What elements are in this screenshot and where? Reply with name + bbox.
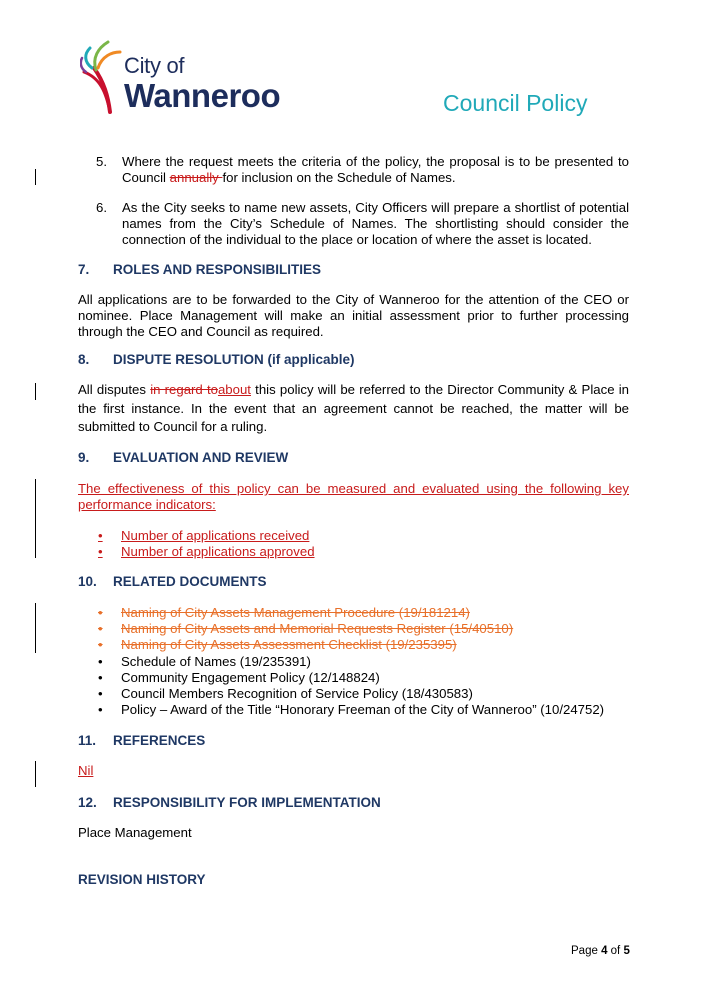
section-heading-revision-history: REVISION HISTORY xyxy=(78,872,206,887)
list-item-number: 5. xyxy=(96,154,107,169)
list-item-text: As the City seeks to name new assets, City Officers will prepare a shortlist of potential names from the City’s Schedule of Names. The shortlisting should consider the connection of the individual to the place or location of where the asset is located. xyxy=(122,200,629,247)
page-number: Page 4 of 5 xyxy=(571,945,630,957)
bullet-icon: • xyxy=(98,686,103,701)
responsibility-text: Place Management xyxy=(78,825,192,840)
bullet-icon: • xyxy=(98,621,103,636)
logo-text-wanneroo: Wanneroo xyxy=(124,77,281,114)
city-of-wanneroo-logo xyxy=(80,38,295,118)
dispute-paragraph: All disputes in regard toabout this policy will be referred to the Director Community & Place in the first instance. In the event that an agreement cannot be reached, the matter will be submitted to Council for a ruling. xyxy=(78,382,629,434)
list-item-number: 6. xyxy=(96,200,107,215)
change-bar xyxy=(35,761,36,787)
section-heading-related-documents: 10. RELATED DOCUMENTS xyxy=(78,574,267,589)
bullet-icon: • xyxy=(98,670,103,685)
inserted-text: about xyxy=(217,382,251,397)
section-heading-dispute: 8. DISPUTE RESOLUTION (if applicable) xyxy=(78,352,355,367)
list-item-text: Where the request meets the criteria of the policy, the proposal is to be presented to Council annually for inclusion on the Schedule of Names. xyxy=(122,154,629,185)
section-heading-evaluation: 9. EVALUATION AND REVIEW xyxy=(78,450,289,465)
deleted-text: annually xyxy=(169,170,223,185)
bullet-icon: • xyxy=(98,605,103,620)
logo-emblem-icon xyxy=(80,38,130,116)
section-heading-responsibility: 12. RESPONSIBILITY FOR IMPLEMENTATION xyxy=(78,795,381,810)
roles-paragraph: All applications are to be forwarded to the City of Wanneroo for the attention of the CEO or nominee. Place Management will make an initial assessment prior to further processing through the CEO and Council as required. xyxy=(78,292,629,339)
logo-text-city-of: City of xyxy=(124,53,185,78)
bullet-icon: • xyxy=(98,637,103,652)
bullet-icon: • xyxy=(98,654,103,669)
bullet-icon: • xyxy=(98,544,103,559)
section-heading-roles: 7. ROLES AND RESPONSIBILITIES xyxy=(78,262,322,277)
references-text: Nil xyxy=(78,763,94,778)
evaluation-paragraph: The effectiveness of this policy can be measured and evaluated using the following key performance indicators: xyxy=(78,481,629,512)
list-item xyxy=(96,200,629,248)
change-bar xyxy=(35,603,36,653)
change-bar xyxy=(35,169,36,185)
bullet-icon: • xyxy=(98,528,103,543)
section-heading-references: 11. REFERENCES xyxy=(78,733,206,748)
deleted-text: in regard to xyxy=(150,382,218,397)
change-bar xyxy=(35,479,36,558)
list-item xyxy=(96,154,629,186)
bullet-icon: • xyxy=(98,702,103,717)
change-bar xyxy=(35,383,36,400)
document-type-title: Council Policy xyxy=(443,90,588,116)
